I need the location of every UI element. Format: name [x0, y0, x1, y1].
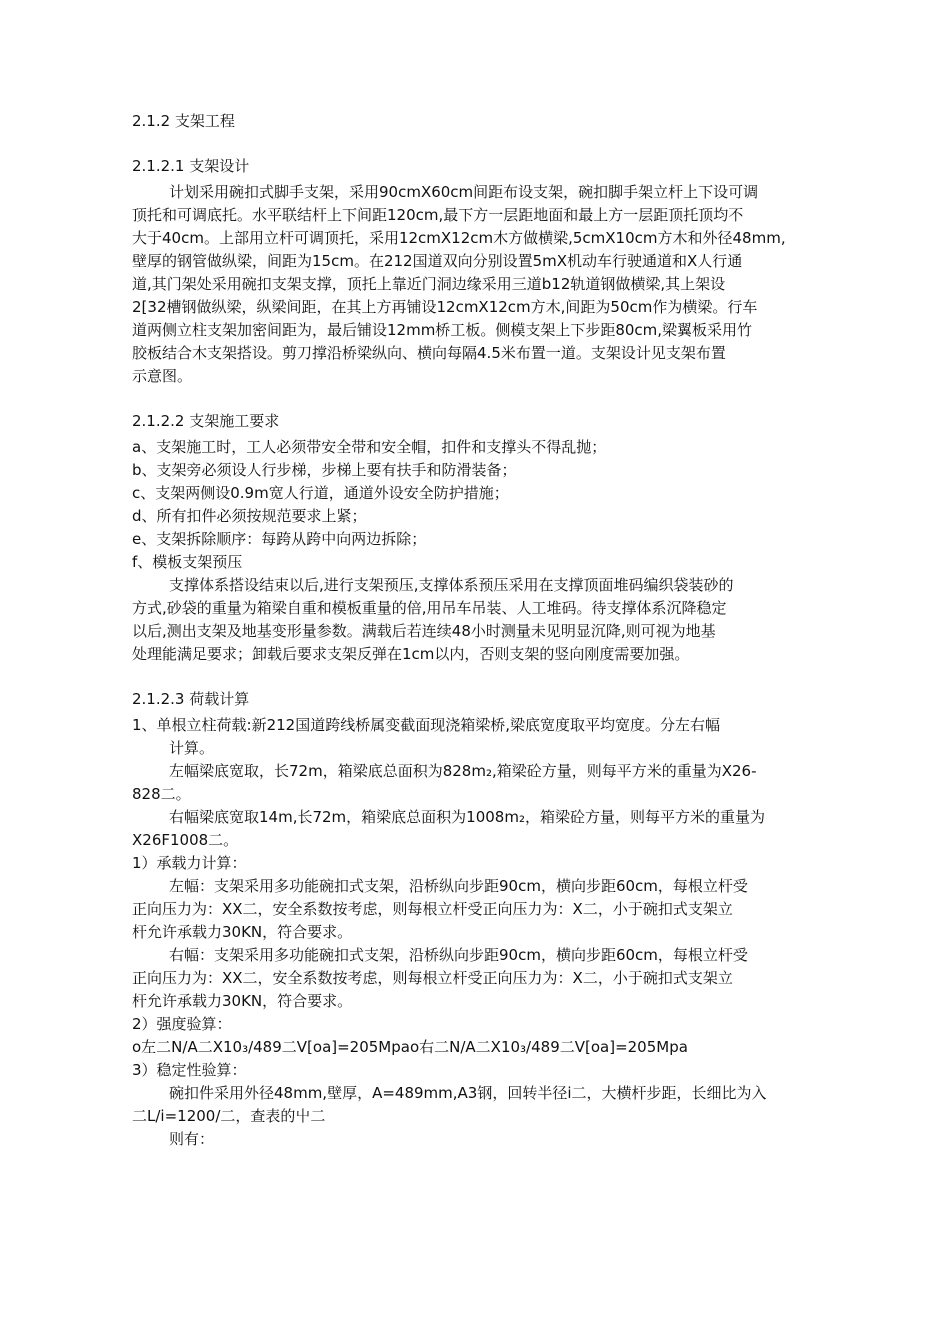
list-item: 1、单根立柱荷载:新212国道跨线桥属变截面现浇箱梁桥,梁底宽度取平均宽度。分左右幅 [132, 716, 720, 734]
list-item: c、支架两侧设0.9m宽人行道，通道外设安全防护措施； [132, 484, 509, 502]
subheading: 1）承载力计算： [132, 854, 247, 872]
load-calculation [132, 714, 822, 1151]
section-heading-2-1-2: 2.1.2 支架工程 [132, 112, 235, 130]
paragraph-line: 正向压力为：XX二，安全系数按考虑，则每根立杆受正向压力为：X二，小于碗扣式支架立 [132, 900, 733, 918]
paragraph-line: 大于40cm。上部用立杆可调顶托，采用12cmX12cm木方做横梁,5cmX10cm方木和外径48mm, [132, 229, 786, 247]
paragraph-line: 示意图。 [132, 367, 193, 385]
paragraph-line: 处理能满足要求；卸载后要求支架反弹在1cm以内，否则支架的竖向刚度需要加强。 [132, 645, 690, 663]
paragraph-line: 道,其门架处采用碗扣支架支撑，顶托上靠近门洞边缘采用三道b12轨道钢做横梁,其上架设 [132, 275, 726, 293]
requirements-list [132, 436, 822, 574]
paragraph-line: 以后,测出支架及地基变形量参数。满载后若连续48小时测量未见明显沉降,则可视为地基 [132, 622, 716, 640]
list-item: a、支架施工时，工人必须带安全带和安全帽，扣件和支撑头不得乱抛； [132, 438, 607, 456]
paragraph-line: 正向压力为：XX二，安全系数按考虑，则每根立杆受正向压力为：X二，小于碗扣式支架立 [132, 969, 733, 987]
section-heading-2-1-2-3: 2.1.2.3 荷载计算 [132, 690, 250, 708]
paragraph-line: 方式,砂袋的重量为箱梁自重和模板重量的倍,用吊车吊装、人工堆码。待支撑体系沉降稳定 [132, 599, 727, 617]
paragraph-line: X26F1008二。 [132, 831, 239, 849]
list-item: d、所有扣件必须按规范要求上紧； [132, 507, 367, 525]
paragraph-line: 左幅：支架采用多功能碗扣式支架，沿桥纵向步距90cm，横向步距60cm，每根立杆受 [169, 877, 748, 895]
paragraph-line: 计划采用碗扣式脚手支架，采用90cmX60cm间距布设支架，碗扣脚手架立杆上下设可调 [169, 183, 759, 201]
list-item: e、支架拆除顺序：每跨从跨中向两边拆除； [132, 530, 427, 548]
paragraph-line: 顶托和可调底托。水平联结杆上下间距120cm,最下方一层距地面和最上方一层距顶托顶均不 [132, 206, 744, 224]
list-item-continuation: 计算。 [169, 739, 215, 757]
paragraph-line: 2[32槽钢做纵梁，纵梁间距，在其上方再铺设12cmX12cm方木,间距为50cm作为横梁。行车 [132, 298, 758, 316]
paragraph-line: 壁厚的钢管做纵梁，间距为15cm。在212国道双向分别设置5mX机动车行驶通道和X人行通 [132, 252, 743, 270]
paragraph-line: 右幅梁底宽取14m,长72m，箱梁底总面积为1008m₂，箱梁砼方量，则每平方米的重量为 [169, 808, 765, 826]
paragraph-line: 杆允许承载力30KN，符合要求。 [132, 923, 353, 941]
paragraph-line: 右幅：支架采用多功能碗扣式支架，沿桥纵向步距90cm，横向步距60cm，每根立杆受 [169, 946, 748, 964]
formula-line: o左二N/A二X10₃/489二V[oa]=205Mpao右二N/A二X10₃/489二V[oa]=205Mpa [132, 1038, 688, 1056]
paragraph-line: 支撑体系搭设结束以后,进行支架预压,支撑体系预压采用在支撑顶面堆码编织袋装砂的 [169, 576, 734, 594]
list-item: f、模板支架预压 [132, 553, 243, 571]
paragraph-line: 则有： [169, 1130, 215, 1148]
paragraph-line: 二L/i=1200/二，查表的屮二 [132, 1107, 326, 1125]
preload-paragraph [132, 574, 822, 666]
list-item: b、支架旁必须设人行步梯，步梯上要有扶手和防滑装备； [132, 461, 517, 479]
paragraph-line: 胶板结合木支架搭设。剪刀撑沿桥梁纵向、横向每隔4.5米布置一道。支架设计见支架布置 [132, 344, 726, 362]
section-heading-2-1-2-1: 2.1.2.1 支架设计 [132, 157, 250, 175]
paragraph-line: 道两侧立柱支架加密间距为，最后铺设12mm桥工板。侧模支架上下步距80cm,梁翼板采用竹 [132, 321, 753, 339]
paragraph-line: 碗扣件采用外径48mm,壁厚，A=489mm,A3钢，回转半径i二，大横杆步距，长细比为入 [169, 1084, 767, 1102]
subheading: 2）强度验算： [132, 1015, 232, 1033]
paragraph-line: 左幅梁底宽取，长72m，箱梁底总面积为828m₂,箱梁砼方量，则每平方米的重量为X26- [169, 762, 757, 780]
subheading: 3）稳定性验算： [132, 1061, 247, 1079]
design-paragraph [132, 181, 822, 388]
paragraph-line: 828二。 [132, 785, 191, 803]
section-heading-2-1-2-2: 2.1.2.2 支架施工要求 [132, 412, 280, 430]
paragraph-line: 杆允许承载力30KN，符合要求。 [132, 992, 353, 1010]
document-page [132, 110, 822, 1151]
